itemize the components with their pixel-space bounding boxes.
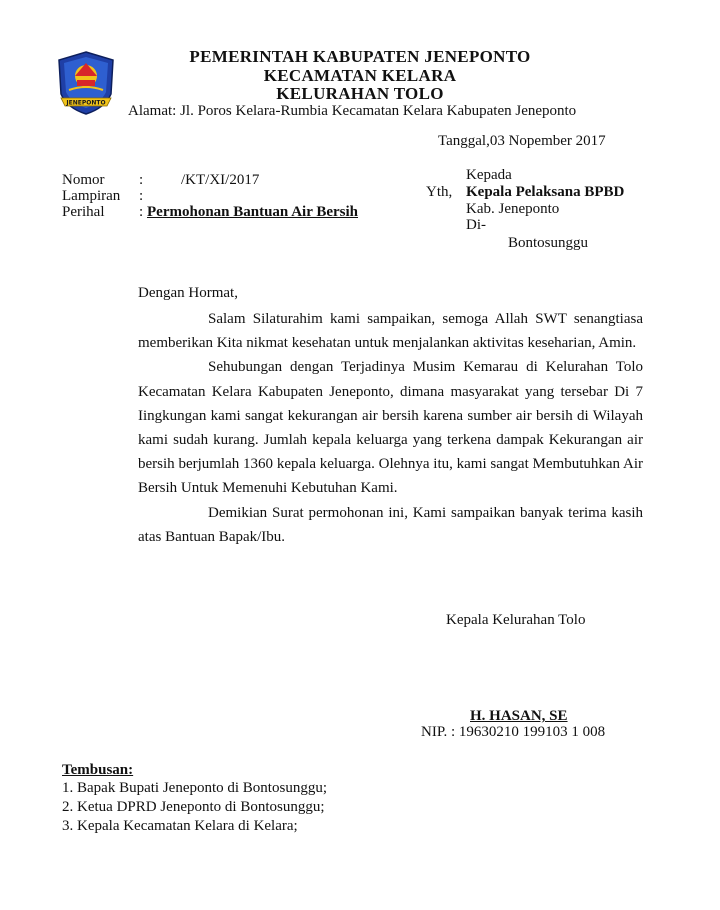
recipient-kepada: Kepada	[466, 167, 512, 183]
perihal-label: Perihal	[62, 204, 105, 220]
body-paragraph-3: Demikian Surat permohonan ini, Kami sampaikan banyak terima kasih atas Bantuan Bapak/Ibu.	[138, 504, 643, 545]
recipient-di: Di-	[466, 217, 486, 233]
letterhead-line-2: KECAMATAN KELARA	[263, 66, 457, 85]
signature-title: Kepala Kelurahan Tolo	[446, 612, 586, 628]
nomor-value: /KT/XI/2017	[181, 172, 260, 188]
body-paragraph-1: Salam Silaturahim kami sampaikan, semoga Allah SWT senangtiasa memberikan Kita nikmat kesehatan untuk menjalankan aktivitas keseharian, Amin.	[138, 311, 643, 352]
tembusan-heading: Tembusan:	[62, 762, 134, 778]
signature-name: H. HASAN, SE	[470, 708, 568, 724]
greeting: Dengan Hormat,	[138, 285, 238, 301]
nomor-label: Nomor	[62, 172, 105, 188]
letterhead-line-3: KELURAHAN TOLO	[276, 84, 444, 103]
lampiran-label: Lampiran	[62, 188, 121, 204]
letterhead-address: Alamat: Jl. Poros Kelara-Rumbia Kecamatan Kelara Kabupaten Jeneponto	[128, 103, 577, 119]
recipient-name: Kepala Pelaksana BPBD	[466, 184, 625, 200]
letterhead-line-1: PEMERINTAH KABUPATEN JENEPONTO	[189, 47, 531, 66]
letter-body	[138, 307, 643, 549]
recipient-region: Kab. Jeneponto	[466, 201, 560, 217]
perihal-value: Permohonan Bantuan Air Bersih	[147, 204, 359, 220]
recipient-yth: Yth,	[426, 184, 453, 200]
perihal-colon: :	[139, 204, 144, 220]
svg-text:JENEPONTO: JENEPONTO	[66, 99, 106, 107]
nomor-colon: :	[139, 172, 144, 188]
recipient-place: Bontosunggu	[508, 235, 589, 251]
letter-date: Tanggal,03 Nopember 2017	[438, 133, 606, 149]
lampiran-colon: :	[139, 188, 144, 204]
tembusan-item-3: 3. Kepala Kecamatan Kelara di Kelara;	[62, 818, 298, 834]
body-paragraph-2: Sehubungan dengan Terjadinya Musim Kemarau di Kelurahan Tolo Kecamatan Kelara Kabupaten Jeneponto, dimana masyarakat yang tersebar Di 7 Iingkungan kami sangat kekurangan air bersih karena sumber air bersih di Wilayah kami sudah kurang. Jumlah kepala keluarga yang terkena dampak Kekurangan air bersih berjumlah 1360 kepala keluarga. Olehnya itu, kami sangat Membutuhkan Air Bersih Untuk Memenuhi Kebutuhan Kami.	[138, 359, 643, 497]
signature-nip: NIP. : 19630210 199103 1 008	[421, 724, 606, 740]
tembusan-item-2: 2. Ketua DPRD Jeneponto di Bontosunggu;	[62, 799, 325, 815]
tembusan-item-1: 1. Bapak Bupati Jeneponto di Bontosunggu;	[62, 780, 327, 796]
